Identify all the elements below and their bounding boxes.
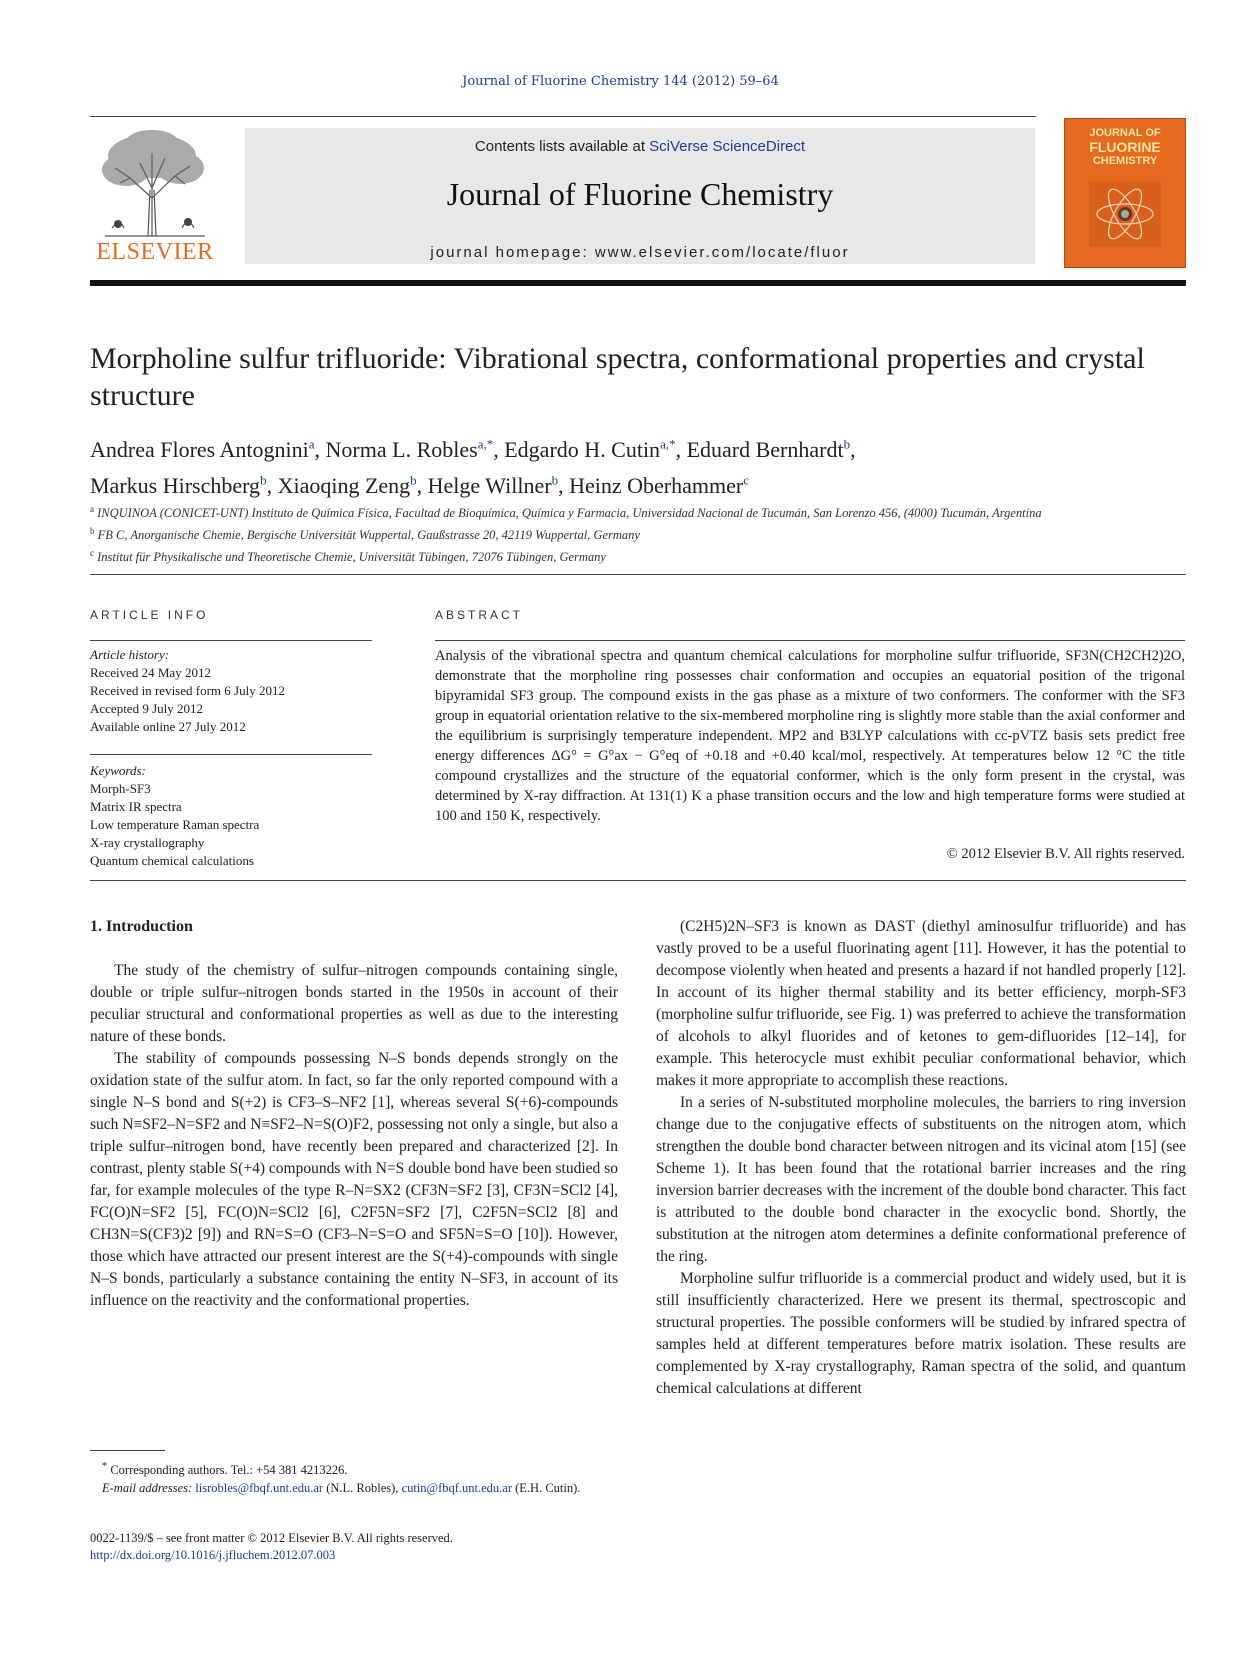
author-name: Eduard Bernhardt (686, 437, 844, 463)
body-paragraph: In a series of N-substituted morpholine molecules, the barriers to ring inversion change due to the conjugative effects of substituents on the nitrogen atom, which strengthen the double bond character between nitrogen and its vicinal atom [15] (see Scheme 1). It has been found that the rotational barrier increases and the ring inversion barrier decreases with the increment of the double bond character. This fact is attributed to the double bond character in the exocyclic bond. Shortly, the substitution at the nitrogen atom determines a definite conformational preference of the ring. (656, 1094, 1186, 1265)
author-affil-mark[interactable]: b (260, 472, 267, 488)
atom-icon (1085, 181, 1165, 251)
affiliation-mark: b (90, 526, 95, 537)
author-entry[interactable] (569, 473, 749, 498)
corresponding-footnote (90, 1458, 618, 1497)
cover-title-line: CHEMISTRY (1092, 155, 1158, 167)
journal-homepage[interactable]: journal homepage: www.elsevier.com/locate/fluor (430, 244, 850, 261)
author-entry[interactable] (90, 437, 326, 462)
abstract-copyright: © 2012 Elsevier B.V. All rights reserved. (946, 846, 1185, 862)
footnote-emails (90, 1479, 618, 1497)
sciencedirect-link[interactable]: SciVerse ScienceDirect (649, 138, 806, 155)
info-divider (90, 640, 372, 641)
section-divider (90, 574, 1186, 575)
article-title: Morpholine sulfur trifluoride: Vibrational spectra, conformational properties and crystal structure (90, 342, 1145, 412)
journal-name: Journal of Fluorine Chemistry (446, 176, 834, 212)
history-item: Available online 27 July 2012 (90, 719, 246, 734)
author-entry[interactable] (90, 473, 278, 498)
affiliation-mark: c (90, 548, 94, 559)
body-paragraph: (C2H5)2N–SF3 is known as DAST (diethyl aminosulfur trifluoride) and has vastly proved to be a useful fluorinating agent [11]. However, it has the potential to decompose violently when heated and presents a hazard if not handled properly [12]. In account of its higher thermal stability and its better efficiency, morph-SF3 (morpholine sulfur trifluoride, see Fig. 1) was preferred to achieve the transformation of alcohols to alkyl fluorides and of ketones to gem-difluorides [12–14], for example. This heterocycle must exhibit peculiar conformational behavior, which makes it more appropriate to accomplish these reactions. (656, 918, 1186, 1089)
contents-prefix: Contents lists available at (474, 138, 650, 155)
elsevier-tree-icon (90, 128, 220, 238)
affiliation-list (90, 500, 1190, 566)
body-paragraph: The stability of compounds possessing N–S bonds depends strongly on the oxidation state of the sulfur atom. In fact, so far the only reported compound with a single N–S bond and S(+2) is CF3–S–NF2 [1], whereas several S(+6)-compounds such N≡SF2–N=SF2 and N≡SF2–N=S(O)F2, possessing not only a single, but also a triple sulfur–nitrogen bond, have recently been prepared and characterized [2]. In contrast, plenty stable S(+4) compounds with N=S double bond have been studied so far, for example molecules of the type R–N=SX2 (CF3N=SF2 [3], CF3N=SCl2 [4], FC(O)N=SF2 [5], FC(O)N=SCl2 [6], C2F5N=SF2 [7], C2F5N=SCl2 [8] and CH3N=S(CF3)2 [9]) and RN=S=O (CF3–N=S=O and SF5N=S=O [10]). However, those which have attracted our present interest are the S(+4)-compounds with single N–S bonds, particularly a substance containing the entity N–SF3, in account of its influence on the reactivity and the conformational properties. (90, 1050, 618, 1309)
author-affil-mark[interactable]: a,* (660, 437, 676, 452)
history-label: Article history: (90, 647, 170, 662)
author-entry[interactable] (278, 473, 428, 498)
affiliation (90, 544, 1190, 566)
keywords-label: Keywords: (90, 763, 146, 778)
author-name: Andrea Flores Antognini (90, 437, 309, 463)
cover-title-line: JOURNAL OF (1089, 127, 1161, 139)
author-separator: , (493, 437, 505, 463)
cover-title (1065, 127, 1185, 167)
header-rule (90, 116, 1036, 117)
body-paragraph: Morpholine sulfur trifluoride is a commercial product and widely used, but it is still insufficiently characterized. Here we present its thermal, spectroscopic and structural properties. The possible conformers will be studied by infrared spectra of samples held at different temperatures before matrix isolation. These results are complemented by X-ray crystallography, Raman spectra of the solid, and quantum chemical calculations at different (656, 1270, 1186, 1397)
abstract-text: Analysis of the vibrational spectra and quantum chemical calculations for morpholine sulfur trifluoride, SF3N(CH2CH2)2O, demonstrate that the morpholine ring possesses chair conformation and occupies an equatorial position of the trigonal bipyramidal SF3 group. The compound exists in the gas phase as a mixture of two conformers. The conformer with the SF3 group in equatorial orientation relative to the six-membered morpholine ring is slightly more stable than the axial conformer and the equilibrium is surprisingly temperature independent. MP2 and B3LYP calculations with cc-pVTZ basis sets predict free energy differences ΔG° = G°ax − G°eq of +0.18 and +0.40 kcal/mol, respectively. At temperatures below 12 °C the title compound crystallizes and the structure of the equatorial conformer, which is the only form present in the crystal, was determined by X-ray diffraction. At 131(1) K a phase transition occurs and the low and high temperature forms were studied at 100 and 150 K, respectively. (435, 648, 1185, 824)
author-list (90, 430, 1190, 501)
footnote-mark: * (102, 1461, 108, 1472)
affiliation-text: INQUINOA (CONICET-UNT) Instituto de Química Física, Facultad de Bioquímica, Química y Farmacia, Universidad Nacional de Tucumán, San Lorenzo 456, (4000) Tucumán, Argentina (97, 506, 1042, 521)
affiliation-text: Institut für Physikalische und Theoretische Chemie, Universität Tübingen, 72076 Tübingen, Germany (97, 550, 606, 565)
issn-line: 0022-1139/$ – see front matter © 2012 Elsevier B.V. All rights reserved. (90, 1531, 453, 1545)
email-label: E-mail addresses: (102, 1481, 193, 1496)
masthead-thick-rule (90, 280, 1186, 286)
author-separator: , (416, 472, 428, 498)
affiliation (90, 522, 1190, 544)
author-affil-mark[interactable]: a,* (477, 437, 494, 452)
author-entry[interactable] (428, 473, 569, 498)
author-name: Norma L. Robles (325, 437, 478, 463)
doi-link[interactable]: http://dx.doi.org/10.1016/j.jfluchem.2012.07.003 (90, 1548, 336, 1562)
email-owner: (E.H. Cutin). (515, 1481, 581, 1496)
journal-masthead (90, 118, 1186, 268)
affiliation-mark: a (90, 504, 94, 514)
masthead-banner (245, 128, 1035, 264)
abstract-heading: ABSTRACT (435, 608, 524, 622)
keyword: X-ray crystallography (90, 835, 205, 850)
abstract-divider (435, 640, 1185, 641)
author-affil-mark[interactable]: c (743, 472, 749, 488)
author-name: Heinz Oberhammer (569, 472, 744, 498)
footnote-text: Corresponding authors. Tel.: +54 381 4213226. (110, 1463, 348, 1478)
section-heading: 1. Introduction (90, 918, 193, 935)
author-separator: , (558, 472, 570, 498)
keyword: Morph-SF3 (90, 781, 151, 796)
article-info-heading: ARTICLE INFO (90, 608, 209, 622)
author-affil-mark[interactable]: b (843, 437, 851, 452)
footnote-rule (90, 1450, 165, 1451)
author-entry[interactable] (326, 437, 505, 462)
cover-title-line: FLUORINE (1089, 139, 1161, 155)
email-link[interactable]: cutin@fbqf.unt.edu.ar (401, 1481, 512, 1496)
author-affil-mark[interactable]: b (551, 472, 559, 488)
section-divider (90, 880, 1186, 881)
email-owner: (N.L. Robles), (326, 1481, 399, 1496)
history-item: Accepted 9 July 2012 (90, 701, 204, 716)
affiliation (90, 500, 1190, 522)
running-head[interactable]: Journal of Fluorine Chemistry 144 (2012) 59–64 (462, 74, 779, 89)
contents-available-line (245, 138, 1035, 155)
publisher-name: ELSEVIER (96, 239, 214, 265)
author-separator: , (850, 437, 856, 463)
body-column-left (90, 916, 618, 1312)
author-separator: , (314, 437, 326, 463)
keyword: Matrix IR spectra (90, 799, 182, 814)
author-name: Markus Hirschberg (90, 472, 261, 498)
affiliation-text: FB C, Anorganische Chemie, Bergische Universität Wuppertal, Gaußstrasse 20, 42119 Wuppertal, Germany (97, 528, 640, 543)
body-column-right (656, 916, 1186, 1400)
author-entry[interactable] (687, 437, 856, 462)
journal-cover-thumbnail[interactable] (1064, 118, 1186, 268)
author-affil-mark[interactable]: a (308, 437, 315, 452)
footnote-line (90, 1458, 618, 1479)
keyword: Low temperature Raman spectra (90, 817, 260, 832)
email-link[interactable]: lisrobles@fbqf.unt.edu.ar (195, 1481, 324, 1496)
author-name: Edgardo H. Cutin (504, 437, 661, 463)
body-paragraph: The study of the chemistry of sulfur–nitrogen compounds containing single, double or triple sulfur–nitrogen bonds started in the 1950s in account of their peculiar structural and conformational properties as well as due to the interesting nature of these bonds. (90, 962, 618, 1045)
elsevier-logo[interactable] (90, 128, 220, 268)
author-entry[interactable] (504, 437, 686, 462)
front-matter-info (90, 1530, 650, 1564)
author-separator: , (675, 437, 687, 463)
history-item: Received in revised form 6 July 2012 (90, 683, 285, 698)
author-separator: , (266, 472, 278, 498)
article-history (90, 646, 372, 736)
keywords (90, 762, 372, 870)
info-divider (90, 754, 372, 755)
author-affil-mark[interactable]: b (410, 472, 417, 488)
keyword: Quantum chemical calculations (90, 853, 254, 868)
history-item: Received 24 May 2012 (90, 665, 211, 680)
author-name: Helge Willner (427, 472, 552, 498)
author-name: Xiaoqing Zeng (277, 472, 411, 498)
